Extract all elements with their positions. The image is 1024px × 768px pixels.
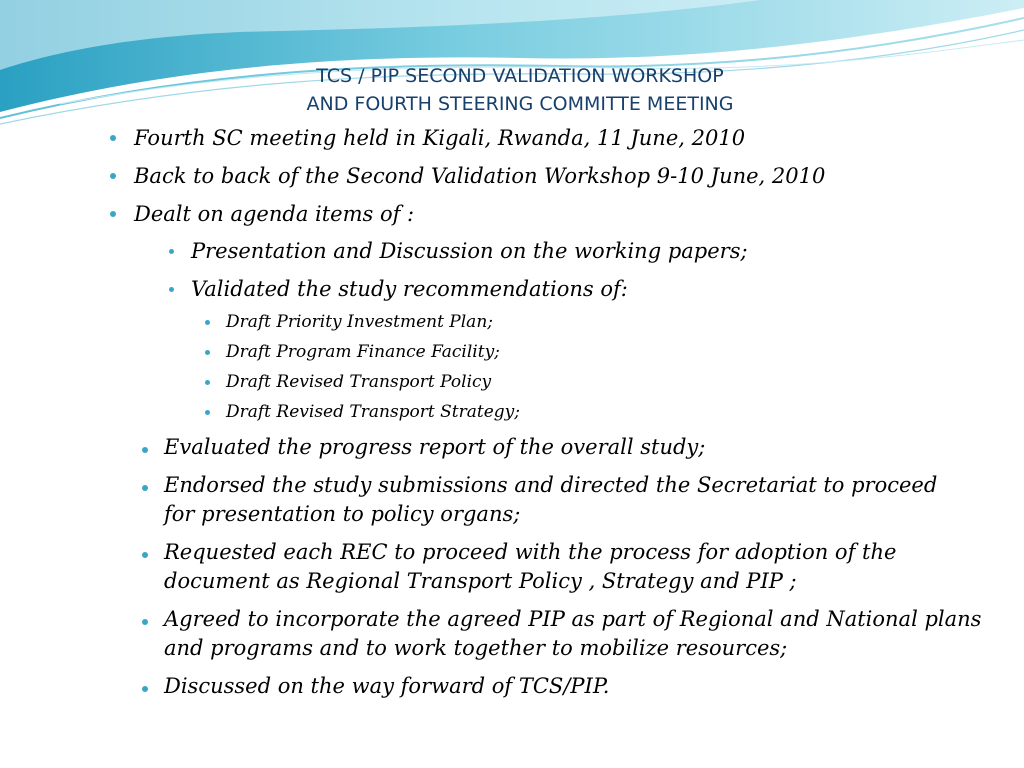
list-item: Evaluated the progress report of the overall study; — [164, 435, 706, 459]
list-item: Draft Revised Transport Policy — [226, 372, 492, 392]
list-item: Draft Priority Investment Plan; — [226, 312, 493, 332]
bullet-dot — [169, 287, 174, 292]
bullet-dot — [142, 686, 148, 692]
list-item: Discussed on the way forward of TCS/PIP. — [164, 674, 610, 698]
list-item: Draft Program Finance Facility; — [226, 342, 500, 362]
list-item: Draft Revised Transport Strategy; — [226, 402, 520, 422]
bullet-dot — [205, 350, 210, 355]
slide-title — [0, 62, 1024, 118]
title-line-2: AND FOURTH STEERING COMMITTE MEETING — [306, 93, 734, 115]
list-item: Requested each REC to proceed with the process for adoption of the document as Regional Transport Policy , Strategy and PIP ; — [164, 540, 897, 593]
bullet-dot — [169, 249, 174, 254]
bullet-dot — [205, 320, 210, 325]
list-item: Dealt on agenda items of : — [134, 202, 415, 226]
bullet-dot — [110, 173, 116, 179]
list-item: Endorsed the study submissions and directed the Secretariat to proceed for presentation to policy organs; — [164, 473, 938, 526]
list-item: Fourth SC meeting held in Kigali, Rwanda, 11 June, 2010 — [134, 126, 746, 150]
bullet-dot — [110, 211, 116, 217]
bullet-dot — [142, 619, 148, 625]
bullet-dot — [205, 380, 210, 385]
list-item: Validated the study recommendations of: — [191, 277, 628, 301]
title-line-1: TCS / PIP SECOND VALIDATION WORKSHOP — [316, 65, 724, 87]
bullet-dot — [205, 410, 210, 415]
list-item: Back to back of the Second Validation Workshop 9-10 June, 2010 — [134, 164, 826, 188]
list-item: Presentation and Discussion on the working papers; — [191, 239, 748, 263]
bullet-dot — [110, 135, 116, 141]
bullet-dot — [142, 485, 148, 491]
bullet-dot — [142, 447, 148, 453]
list-item: Agreed to incorporate the agreed PIP as part of Regional and National plans and programs and to work together to mobilize resources; — [164, 607, 982, 660]
bullet-dot — [142, 552, 148, 558]
